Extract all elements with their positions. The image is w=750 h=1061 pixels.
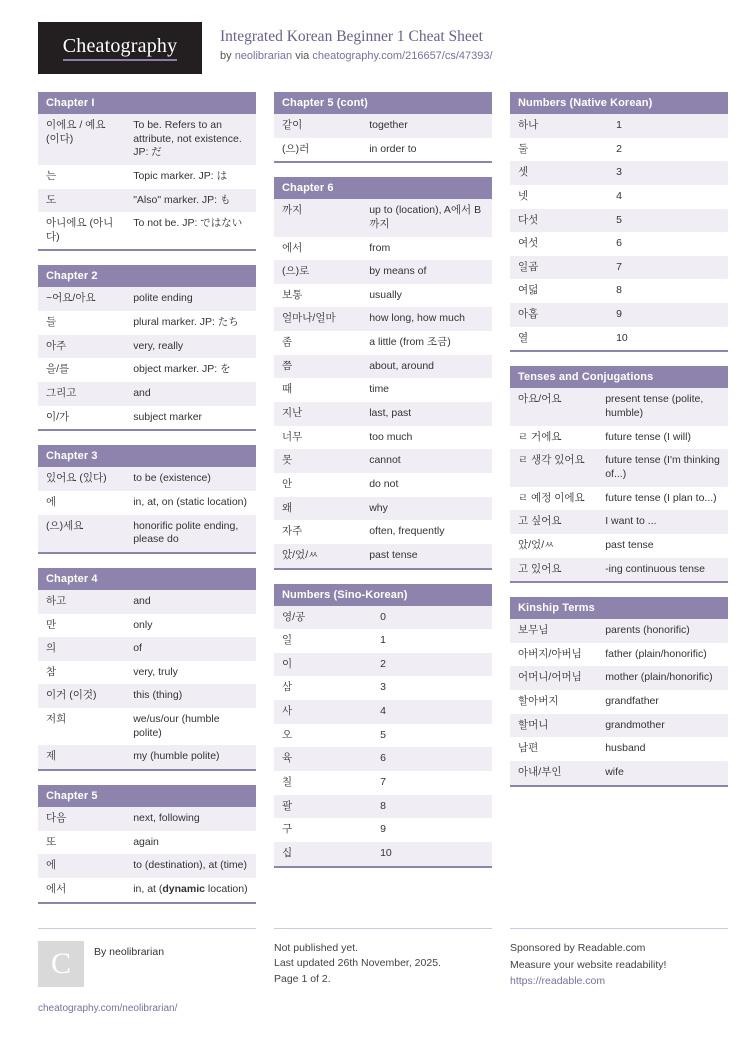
block-chapter-5-cont [274,92,492,163]
table-row [38,661,256,685]
table-row [38,358,256,382]
definition-cell: future tense (I'm thinking of...) [597,449,728,486]
table-row [510,232,728,256]
definition-cell: grandmother [597,714,728,738]
table-row [510,487,728,511]
definition-cell: 0 [372,606,492,630]
table-row [510,666,728,690]
term-cell: 오 [274,724,372,748]
table-row [274,260,492,284]
definition-cell: why [361,497,492,521]
table-row [38,614,256,638]
source-url-link[interactable]: cheatography.com/216657/cs/47393/ [312,50,493,62]
definition-cell: 4 [608,185,728,209]
block-table [510,114,728,350]
profile-link[interactable]: cheatography.com/neolibrarian/ [38,1002,178,1014]
definition-cell: from [361,237,492,261]
block-chapter-6 [274,177,492,569]
term-cell: 에서 [38,878,125,902]
block-table [510,388,728,581]
table-row [510,185,728,209]
definition-cell: we/us/our (humble polite) [125,708,256,745]
definition-cell: often, frequently [361,520,492,544]
term-cell: 쯤 [274,355,361,379]
definition-cell: next, following [125,807,256,831]
table-row [510,510,728,534]
block-chapter-4 [38,568,256,771]
definition-cell: 3 [372,676,492,700]
definition-cell: this (thing) [125,684,256,708]
definition-cell: and [125,382,256,406]
table-row [274,402,492,426]
block-table [38,807,256,902]
table-row [510,534,728,558]
term-cell: 일 [274,629,372,653]
byline-via: via [292,50,313,62]
table-row [510,209,728,233]
definition-cell: too much [361,426,492,450]
table-row [38,637,256,661]
definition-cell: my (humble polite) [125,745,256,769]
term-cell: 또 [38,831,125,855]
table-row [274,544,492,568]
definition-cell: polite ending [125,287,256,311]
table-row [274,378,492,402]
definition-cell: 9 [608,303,728,327]
definition-cell: 1 [608,114,728,138]
table-row [274,795,492,819]
definition-cell: very, truly [125,661,256,685]
term-cell: 둘 [510,138,608,162]
term-cell: (으)로 [274,260,361,284]
footer-author [38,928,256,1016]
table-row [510,114,728,138]
term-cell: 자주 [274,520,361,544]
definition-cell: past tense [597,534,728,558]
block-title: Chapter 4 [38,568,256,590]
term-cell: 여섯 [510,232,608,256]
column-1 [38,92,256,918]
definition-cell: 5 [372,724,492,748]
term-cell: 들 [38,311,125,335]
block-table [38,467,256,552]
table-row [38,807,256,831]
block-title: Numbers (Native Korean) [510,92,728,114]
column-3 [510,92,728,801]
publish-status: Not published yet. [274,941,359,954]
table-row [510,690,728,714]
author-row [38,941,256,987]
table-row [274,449,492,473]
term-cell: 있어요 (있다) [38,467,125,491]
term-cell: 그리고 [38,382,125,406]
term-cell: 좀 [274,331,361,355]
table-row [38,831,256,855]
block-table [38,287,256,429]
definition-cell: grandfather [597,690,728,714]
term-cell: ㄹ 예정 이에요 [510,487,597,511]
term-cell: 일곱 [510,256,608,280]
table-row [510,256,728,280]
term-cell: 만 [38,614,125,638]
term-cell: 아니에요 (아니다) [38,212,125,249]
term-cell: 았/었/ㅆ [510,534,597,558]
term-cell: 할아버지 [510,690,597,714]
cheatography-logo[interactable] [38,22,202,74]
term-cell: 때 [274,378,361,402]
definition-cell: subject marker [125,406,256,430]
term-cell: 을/를 [38,358,125,382]
table-row [274,307,492,331]
table-row [38,878,256,902]
block-title: Kinship Terms [510,597,728,619]
term-cell: ~어요/아요 [38,287,125,311]
table-row [274,114,492,138]
term-cell: 아홉 [510,303,608,327]
term-cell: (으)세요 [38,515,125,552]
term-cell: 구 [274,818,372,842]
table-row [274,700,492,724]
table-row [38,382,256,406]
block-table [274,114,492,161]
table-row [510,279,728,303]
author-link[interactable]: neolibrarian [234,50,293,62]
table-row [38,335,256,359]
block-title: Chapter 6 [274,177,492,199]
term-cell: 할머니 [510,714,597,738]
avatar: C [38,941,84,987]
term-cell: 남편 [510,737,597,761]
block-chapter-5 [38,785,256,904]
definition-cell: 4 [372,700,492,724]
definition-cell: a little (from 조금) [361,331,492,355]
definition-cell: only [125,614,256,638]
definition-cell: 7 [372,771,492,795]
definition-cell: last, past [361,402,492,426]
table-row [38,745,256,769]
definition-cell: present tense (polite, humble) [597,388,728,425]
definition-cell: up to (location), A에서 B까지 [361,199,492,236]
block-table [38,114,256,249]
block-chapter-3 [38,445,256,554]
term-cell: 참 [38,661,125,685]
term-cell: 에 [38,854,125,878]
table-row [274,724,492,748]
block-title: Chapter 5 (cont) [274,92,492,114]
block-title: Numbers (Sino-Korean) [274,584,492,606]
definition-cell: of [125,637,256,661]
term-cell: 고 있어요 [510,558,597,582]
term-cell: 이거 (이것) [38,684,125,708]
term-cell: 지난 [274,402,361,426]
term-cell: 에 [38,491,125,515]
term-cell: 고 싶어요 [510,510,597,534]
definition-cell: again [125,831,256,855]
definition-cell: 6 [372,747,492,771]
term-cell: 제 [38,745,125,769]
term-cell: 사 [274,700,372,724]
definition-cell: future tense (I will) [597,426,728,450]
definition-cell: past tense [361,544,492,568]
definition-cell: 2 [608,138,728,162]
definition-cell: Topic marker. JP: は [125,165,256,189]
block-chapter-2 [38,265,256,431]
logo-text: Cheatography [63,35,178,61]
definition-cell: in order to [361,138,492,162]
author-byline: By neolibrarian [94,945,165,958]
definition-cell: together [361,114,492,138]
term-cell: 아버지/아버님 [510,643,597,667]
definition-cell: to (destination), at (time) [125,854,256,878]
definition-cell: very, really [125,335,256,359]
term-cell: 셋 [510,161,608,185]
definition-cell: -ing continuous tense [597,558,728,582]
table-row [274,199,492,236]
term-cell: 는 [38,165,125,189]
definition-cell: in, at, on (static location) [125,491,256,515]
table-row [274,771,492,795]
table-row [510,619,728,643]
term-cell: 저희 [38,708,125,745]
block-title: Chapter 3 [38,445,256,467]
table-row [510,388,728,425]
footer-publish-info [274,928,492,1016]
table-row [274,653,492,677]
table-row [38,212,256,249]
column-2 [274,92,492,882]
block-kinship-terms [510,597,728,786]
table-row [38,406,256,430]
table-row [38,467,256,491]
term-cell: 이에요 / 예요 (이다) [38,114,125,165]
title-block [202,22,493,62]
definition-cell: plural marker. JP: たち [125,311,256,335]
table-row [274,818,492,842]
table-row [38,515,256,552]
definition-cell: "Also" marker. JP: も [125,189,256,213]
definition-cell: do not [361,473,492,497]
table-row [510,327,728,351]
term-cell: 보무님 [510,619,597,643]
table-row [510,303,728,327]
definition-cell: future tense (I plan to...) [597,487,728,511]
definition-cell: 9 [372,818,492,842]
definition-cell: To not be. JP: ではない [125,212,256,249]
definition-cell: father (plain/honorific) [597,643,728,667]
block-table [510,619,728,784]
term-cell: 아요/어요 [510,388,597,425]
byline-prefix: by [220,50,235,62]
definition-cell: mother (plain/honorific) [597,666,728,690]
byline [220,50,493,62]
block-chapter-1 [38,92,256,251]
definition-cell: 2 [372,653,492,677]
definition-cell: to be (existence) [125,467,256,491]
definition-cell: 3 [608,161,728,185]
table-row [38,165,256,189]
table-row [510,761,728,785]
term-cell: 다음 [38,807,125,831]
term-cell: 았/었/ㅆ [274,544,361,568]
block-numbers-sino-korean [274,584,492,868]
table-row [510,138,728,162]
definition-cell: 8 [372,795,492,819]
table-row [510,161,728,185]
term-cell: 아주 [38,335,125,359]
table-row [274,426,492,450]
table-row [38,684,256,708]
definition-cell: by means of [361,260,492,284]
table-row [274,284,492,308]
sponsor-link-wrap [510,974,728,990]
table-row [510,714,728,738]
term-cell: 안 [274,473,361,497]
term-cell: 너무 [274,426,361,450]
definition-cell: husband [597,737,728,761]
term-cell: 영/공 [274,606,372,630]
term-cell: 도 [38,189,125,213]
term-cell: 팔 [274,795,372,819]
term-cell: 의 [38,637,125,661]
table-row [274,331,492,355]
definition-cell: I want to ... [597,510,728,534]
definition-cell: object marker. JP: を [125,358,256,382]
definition-cell: cannot [361,449,492,473]
definition-cell: 7 [608,256,728,280]
definition-cell: 5 [608,209,728,233]
definition-cell: how long, how much [361,307,492,331]
sponsor-link[interactable]: https://readable.com [510,975,606,988]
table-row [510,558,728,582]
definition-cell: 10 [608,327,728,351]
term-cell: 에서 [274,237,361,261]
block-numbers-native-korean [510,92,728,352]
definition-cell: 1 [372,629,492,653]
table-row [510,643,728,667]
block-title: Chapter 2 [38,265,256,287]
table-row [38,854,256,878]
block-title: Tenses and Conjugations [510,366,728,388]
table-row [274,747,492,771]
table-row [274,676,492,700]
page-title: Integrated Korean Beginner 1 Cheat Sheet [220,28,483,45]
term-cell: 삼 [274,676,372,700]
definition-cell: parents (honorific) [597,619,728,643]
profile-link-wrap [38,1001,256,1016]
footer-sponsor [510,928,728,1016]
table-row [510,426,728,450]
sponsor-tagline: Measure your website readability! [510,959,667,972]
term-cell: 하나 [510,114,608,138]
term-cell: 어머니/어머님 [510,666,597,690]
term-cell: 까지 [274,199,361,236]
table-row [274,606,492,630]
term-cell: ㄹ 생각 있어요 [510,449,597,486]
term-cell: ㄹ 거에요 [510,426,597,450]
table-row [274,520,492,544]
term-cell: (으)러 [274,138,361,162]
table-row [510,737,728,761]
table-row [274,355,492,379]
table-row [274,497,492,521]
term-cell: 열 [510,327,608,351]
term-cell: 못 [274,449,361,473]
definition-cell: 6 [608,232,728,256]
table-row [38,287,256,311]
block-table [274,606,492,866]
term-cell: 넷 [510,185,608,209]
term-cell: 여덟 [510,279,608,303]
block-table [274,199,492,567]
table-row [38,491,256,515]
table-row [274,842,492,866]
term-cell: 하고 [38,590,125,614]
block-table [38,590,256,769]
table-row [274,138,492,162]
term-cell: 왜 [274,497,361,521]
definition-cell: about, around [361,355,492,379]
table-row [38,114,256,165]
block-title: Chapter I [38,92,256,114]
definition-cell: 8 [608,279,728,303]
table-row [38,189,256,213]
block-tenses-and-conjugations [510,366,728,583]
block-title: Chapter 5 [38,785,256,807]
term-cell: 이/가 [38,406,125,430]
term-cell: 보통 [274,284,361,308]
definition-cell: honorific polite ending, please do [125,515,256,552]
table-row [38,708,256,745]
definition-cell: 10 [372,842,492,866]
page-footer [38,928,712,1036]
table-row [274,473,492,497]
term-cell: 같이 [274,114,361,138]
definition-cell: usually [361,284,492,308]
table-row [274,629,492,653]
definition-cell: in, at (dynamic location) [125,878,256,902]
definition-cell: To be. Refers to an attribute, not existence. JP: だ [125,114,256,165]
table-row [38,590,256,614]
table-row [510,449,728,486]
sponsor-line: Sponsored by Readable.com [510,941,646,954]
term-cell: 칠 [274,771,372,795]
definition-cell: time [361,378,492,402]
term-cell: 육 [274,747,372,771]
table-row [274,237,492,261]
definition-cell: and [125,590,256,614]
term-cell: 아내/부인 [510,761,597,785]
content-columns [38,92,720,918]
page-info: Page 1 of 2. [274,973,331,986]
table-row [38,311,256,335]
definition-cell: wife [597,761,728,785]
term-cell: 십 [274,842,372,866]
last-updated: Last updated 26th November, 2025. [274,957,441,970]
term-cell: 이 [274,653,372,677]
term-cell: 다섯 [510,209,608,233]
term-cell: 얼마나/얼마 [274,307,361,331]
page-header [38,22,712,74]
